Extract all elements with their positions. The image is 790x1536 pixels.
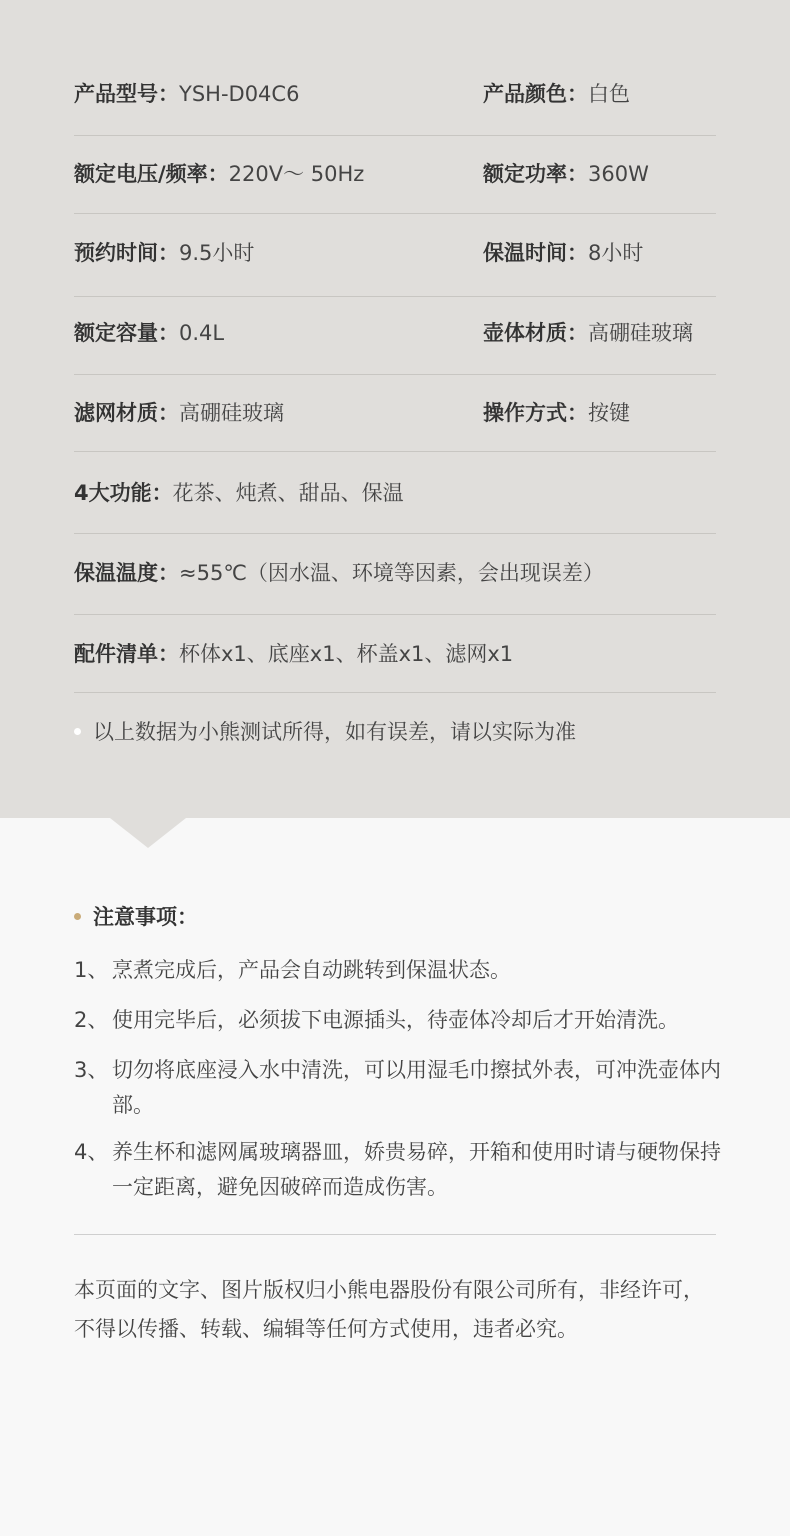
caution-item <box>74 953 724 988</box>
spec-label-color: 产品颜色： <box>483 82 588 106</box>
spec-value-model: YSH-D04C6 <box>179 82 300 106</box>
spec-value-functions: 花茶、炖煮、甜品、保温 <box>172 481 404 505</box>
divider <box>74 296 716 297</box>
spec-value-operation: 按键 <box>588 401 630 425</box>
spec-row-accessories <box>74 634 716 674</box>
spec-row-capacity <box>74 313 716 353</box>
spec-row-timer <box>74 233 716 273</box>
caution-item-text: 烹煮完成后，产品会自动跳转到保温状态。 <box>112 958 511 982</box>
caution-item-number: 2、 <box>74 1008 109 1032</box>
caution-item-text: 使用完毕后，必须拔下电源插头，待壶体冷却后才开始清洗。 <box>112 1008 679 1032</box>
spec-value-keepwarm-time: 8小时 <box>588 241 644 265</box>
spec-value-accessories: 杯体x1、底座x1、杯盖x1、滤网x1 <box>179 642 514 666</box>
spec-value-color: 白色 <box>588 82 630 106</box>
divider <box>74 135 716 136</box>
spec-note <box>74 712 576 752</box>
spec-row-model <box>74 74 716 114</box>
spec-label-schedule: 预约时间： <box>74 241 179 265</box>
spec-label-functions: 4大功能： <box>74 481 173 505</box>
divider <box>74 1234 716 1235</box>
spec-value-voltage: 220V～ 50Hz <box>228 162 365 186</box>
spec-value-body-material: 高硼硅玻璃 <box>588 321 693 345</box>
spec-label-power: 额定功率： <box>483 162 588 186</box>
caution-title-text: 注意事项： <box>93 905 198 929</box>
caution-item <box>74 1135 724 1205</box>
spec-value-temperature: ≈55℃（因水温、环境等因素，会出现误差） <box>179 561 604 585</box>
caution-title <box>74 897 198 937</box>
spec-value-schedule: 9.5小时 <box>179 241 255 265</box>
caution-item-text: 养生杯和滤网属玻璃器皿，娇贵易碎，开箱和使用时请与硬物保持一定距离，避免因破碎而造成伤害。 <box>112 1140 721 1199</box>
spec-label-keepwarm-time: 保温时间： <box>483 241 588 265</box>
bullet-dot-icon <box>74 913 81 920</box>
spec-row-voltage <box>74 154 716 194</box>
spec-label-temperature: 保温温度： <box>74 561 179 585</box>
spec-value-capacity: 0.4L <box>179 321 225 345</box>
divider <box>74 614 716 615</box>
spec-value-filter-material: 高硼硅玻璃 <box>179 401 284 425</box>
spec-row-temperature <box>74 553 716 593</box>
spec-label-filter-material: 滤网材质： <box>74 401 179 425</box>
spec-label-capacity: 额定容量： <box>74 321 179 345</box>
spec-value-power: 360W <box>588 162 649 186</box>
divider <box>74 213 716 214</box>
caution-item-text: 切勿将底座浸入水中清洗，可以用湿毛巾擦拭外表，可冲洗壶体内部。 <box>112 1058 721 1117</box>
spec-row-functions <box>74 473 716 513</box>
spec-label-body-material: 壶体材质： <box>483 321 588 345</box>
bullet-dot-icon <box>74 728 81 735</box>
spec-label-operation: 操作方式： <box>483 401 588 425</box>
spec-label-voltage: 额定电压/频率： <box>74 162 229 186</box>
spec-label-model: 产品型号： <box>74 82 179 106</box>
spec-row-filter <box>74 393 716 433</box>
spec-label-accessories: 配件清单： <box>74 642 179 666</box>
caution-item <box>74 1003 724 1038</box>
caution-item-number: 3、 <box>74 1058 109 1082</box>
divider <box>74 533 716 534</box>
divider <box>74 374 716 375</box>
divider <box>74 692 716 693</box>
divider <box>74 451 716 452</box>
caution-item <box>74 1053 724 1123</box>
caution-item-number: 1、 <box>74 958 109 982</box>
spec-note-text: 以上数据为小熊测试所得，如有误差，请以实际为准 <box>93 720 576 744</box>
caution-item-number: 4、 <box>74 1140 109 1164</box>
copyright-notice: 本页面的文字、图片版权归小熊电器股份有限公司所有，非经许可，不得以传播、转载、编辑等任何方式使用，违者必究。 <box>74 1278 704 1341</box>
pointer-arrow-icon <box>110 818 186 848</box>
